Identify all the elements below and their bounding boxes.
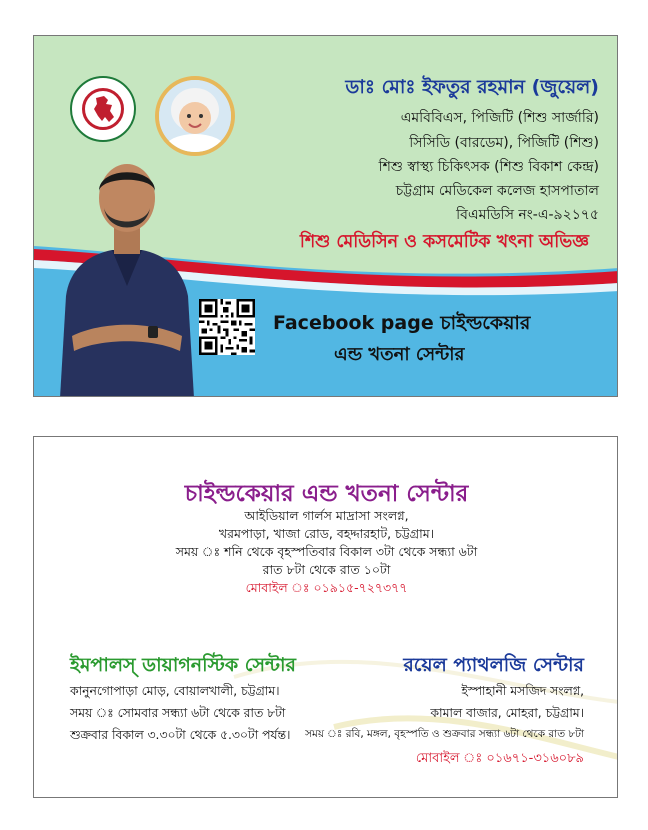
specialty-line: শিশু মেডিসিন ও কসমেটিক খৎনা অভিজ্ঞ [299,232,589,252]
impulse-hours-line: শুক্রবার বিকাল ৩.৩০টা থেকে ৫.৩০টা পর্যন্ত। [70,728,291,742]
childcare-address-line: আইডিয়াল গার্লস মাদ্রাসা সংলগ্ন, [244,508,409,523]
impulse-diagnostic-title: ইমপালস্ ডায়াগনস্টিক সেন্টার [70,654,296,676]
emblem-ring [82,88,124,130]
visiting-card-front [33,35,618,397]
royal-mobile[interactable]: মোবাইল ঃ ০১৬৭১-৩১৬০৮৯ [415,751,584,766]
qualification-line: এমবিবিএস, পিজিটি (শিশু সার্জারি) [400,110,599,126]
qr-code-icon[interactable] [199,299,255,355]
visiting-card-back [33,436,618,798]
qualification-line: চট্টগ্রাম মেডিকেল কলেজ হাসপাতাল [395,183,599,199]
royal-pathology-title: রয়েল প্যাথলজি সেন্টার [403,654,584,676]
impulse-address-line: কানুনগোপাড়া মোড়, বোয়ালখালী, চট্টগ্রাম। [70,684,280,698]
qualification-line: শিশু স্বাস্থ্য চিকিৎসক (শিশু বিকাশ কেন্দ্র) [378,159,599,175]
bangladesh-map-icon [90,95,118,125]
royal-address-line: কামাল বাজার, মোহরা, চট্টগ্রাম। [430,706,584,720]
facebook-page-label[interactable]: Facebook page চাইল্ডকেয়ার [273,312,531,334]
baby-photo-illustration [159,80,231,152]
facebook-page-name[interactable]: এন্ড খতনা সেন্টার [334,344,465,365]
childcare-mobile[interactable]: মোবাইল ঃ ০১৯১৫-৭২৭৩৭৭ [245,580,408,595]
impulse-hours-line: সময় ঃ সোমবার সন্ধ্যা ৬টা থেকে রাত ৮টা [70,706,286,720]
childcare-hours-line: রাত ৮টা থেকে রাত ১০টা [262,562,391,577]
bmdc-number: বিএমডিসি নং-এ-৯২১৭৫ [456,207,599,223]
doctor-photo [52,146,202,397]
childcare-center-title: চাইল্ডকেয়ার এন্ড খতনা সেন্টার [184,481,469,507]
qualification-line: সিসিডি (বারডেম), পিজিটি (শিশু) [409,135,599,151]
childcare-address-line: খরমপাড়া, খাজা রোড, বহদ্দারহাট, চট্টগ্রাম। [218,526,435,541]
childcare-hours-line: সময় ঃ শনি থেকে বৃহস্পতিবার বিকাল ৩টা থেকে সন্ধ্যা ৬টা [175,544,478,559]
royal-hours-line: সময় ঃ রবি, মঙ্গল, বৃহস্পতি ও শুক্রবার সন্ধ্যা ৬টা থেকে রাত ৮টা [305,728,584,740]
royal-address-line: ইস্পাহানী মসজিদ সংলগ্ন, [461,684,584,698]
bangladesh-govt-emblem-icon [70,76,136,142]
baby-photo [155,76,235,156]
doctor-name: ডাঃ মোঃ ইফতুর রহমান (জুয়েল) [345,76,599,98]
